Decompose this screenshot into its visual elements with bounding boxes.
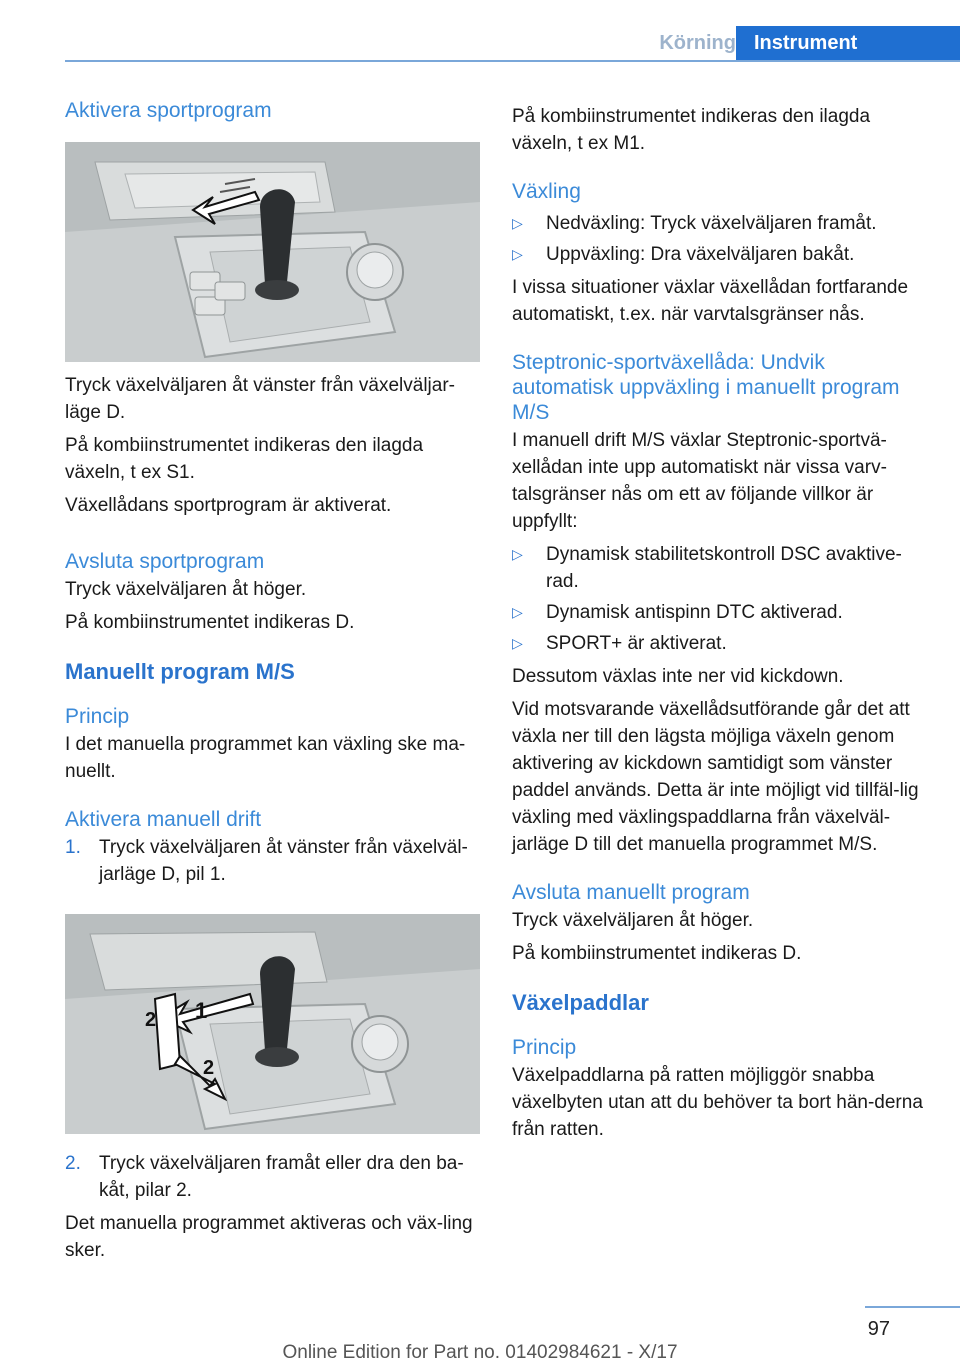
list-item xyxy=(512,541,932,595)
paragraph: På kombiinstrumentet indikeras den ilagda växeln, t ex M1. xyxy=(512,106,871,154)
list-item xyxy=(512,630,932,657)
header-section-link[interactable]: Körning xyxy=(659,32,736,54)
item-text: Dynamisk stabilitetskontroll DSC avaktive‐rad. xyxy=(546,544,902,592)
heading-vaxling: Växling xyxy=(512,180,581,203)
left-column xyxy=(65,98,485,1264)
item-text: SPORT+ är aktiverat. xyxy=(546,633,727,654)
header-chapter-tab[interactable]: Instrument xyxy=(736,26,960,60)
paragraph: Tryck växelväljaren åt höger. xyxy=(65,579,307,600)
triangle-bullet-icon: ▷ xyxy=(512,635,523,651)
bullet-list-conditions xyxy=(512,541,932,657)
paragraph: Växellådans sportprogram är aktiverat. xyxy=(65,495,392,516)
paragraph: Vid motsvarande växellådsutförande går det att växla ner till den lägsta möjliga växeln genom aktivering av kickdown samtidigt som vänster paddel används. Detta är inte möjligt vid tillfäl‐lig växling med växlingspaddlarna från växelväl‐jarläge D till det manuella programmet M/S. xyxy=(512,699,919,855)
list-item xyxy=(65,834,485,888)
paragraph: Tryck växelväljaren åt vänster från växelväljar‐läge D. xyxy=(65,375,455,423)
header-rule xyxy=(65,60,960,62)
paragraph: I manuell drift M/S växlar Steptronic-sportvä‐xellådan inte upp automatiskt när vissa varv‐talsgränser nås om ett av följande villkor är uppfyllt: xyxy=(512,430,887,532)
paragraph: På kombiinstrumentet indikeras D. xyxy=(65,612,355,633)
triangle-bullet-icon: ▷ xyxy=(512,546,523,562)
heading-princip-2: Princip xyxy=(512,1036,577,1059)
heading-steptronic: Steptronic-sportväxellåda: Undvik automatisk uppväxling i manuellt program M/S xyxy=(512,351,900,424)
heading-vaxelpaddlar: Växelpaddlar xyxy=(512,990,649,1015)
paragraph: I det manuella programmet kan växling ske ma‐nuellt. xyxy=(65,734,466,782)
steps-list-2 xyxy=(65,1150,485,1204)
heading-avsluta-manuellt: Avsluta manuellt program xyxy=(512,881,750,904)
footer-edition: Online Edition for Part no. 01402984621 - X/17 xyxy=(282,1342,678,1363)
item-text: Dynamisk antispinn DTC aktiverad. xyxy=(546,602,843,623)
paragraph: Dessutom växlas inte ner vid kickdown. xyxy=(512,666,844,687)
step-number: 1. xyxy=(65,837,81,858)
heading-aktivera-manuell-drift: Aktivera manuell drift xyxy=(65,808,262,831)
paragraph: På kombiinstrumentet indikeras D. xyxy=(512,943,802,964)
page-number: 97 xyxy=(867,1318,890,1340)
page-number-rule xyxy=(865,1306,960,1308)
heading-manuellt-program: Manuellt program M/S xyxy=(65,659,295,684)
step-number: 2. xyxy=(65,1153,81,1174)
gear-selector-image-sport xyxy=(65,142,480,362)
heading-avsluta-sportprogram: Avsluta sportprogram xyxy=(65,550,265,573)
item-text: Uppväxling: Dra växelväljaren bakåt. xyxy=(546,244,855,265)
paragraph: Det manuella programmet aktiveras och väx‐ling sker. xyxy=(65,1213,473,1261)
item-text: Nedväxling: Tryck växelväljaren framåt. xyxy=(546,213,877,234)
step-text: Tryck växelväljaren åt vänster från växelväl‐jarläge D, pil 1. xyxy=(99,837,468,885)
paragraph: Tryck växelväljaren åt höger. xyxy=(512,910,754,931)
paragraph: I vissa situationer växlar växellådan fortfarande automatiskt, t.ex. när varvtalsgränser nås. xyxy=(512,277,909,325)
triangle-bullet-icon: ▷ xyxy=(512,604,523,620)
arrow-label-2b: 2 xyxy=(203,1057,215,1079)
steps-list xyxy=(65,834,485,888)
heading-aktivera-sportprogram: Aktivera sportprogram xyxy=(65,99,272,122)
bullet-list-vaxling xyxy=(512,210,932,268)
arrow-label-1: 1 xyxy=(195,998,208,1023)
gear-selector-image-manual xyxy=(65,914,480,1134)
step-text: Tryck växelväljaren framåt eller dra den ba‐kåt, pilar 2. xyxy=(99,1153,464,1201)
paragraph: Växelpaddlarna på ratten möjliggör snabba växelbyten utan att du behöver ta bort hän‐derna från ratten. xyxy=(512,1065,923,1140)
paragraph: På kombiinstrumentet indikeras den ilagda växeln, t ex S1. xyxy=(65,435,424,483)
triangle-bullet-icon: ▷ xyxy=(512,215,523,231)
list-item xyxy=(512,241,932,268)
list-item xyxy=(65,1150,485,1204)
heading-princip: Princip xyxy=(65,705,130,728)
triangle-bullet-icon: ▷ xyxy=(512,246,523,262)
right-column xyxy=(512,103,932,1143)
list-item xyxy=(512,210,932,237)
arrow-label-2a: 2 xyxy=(145,1009,157,1031)
list-item xyxy=(512,599,932,626)
